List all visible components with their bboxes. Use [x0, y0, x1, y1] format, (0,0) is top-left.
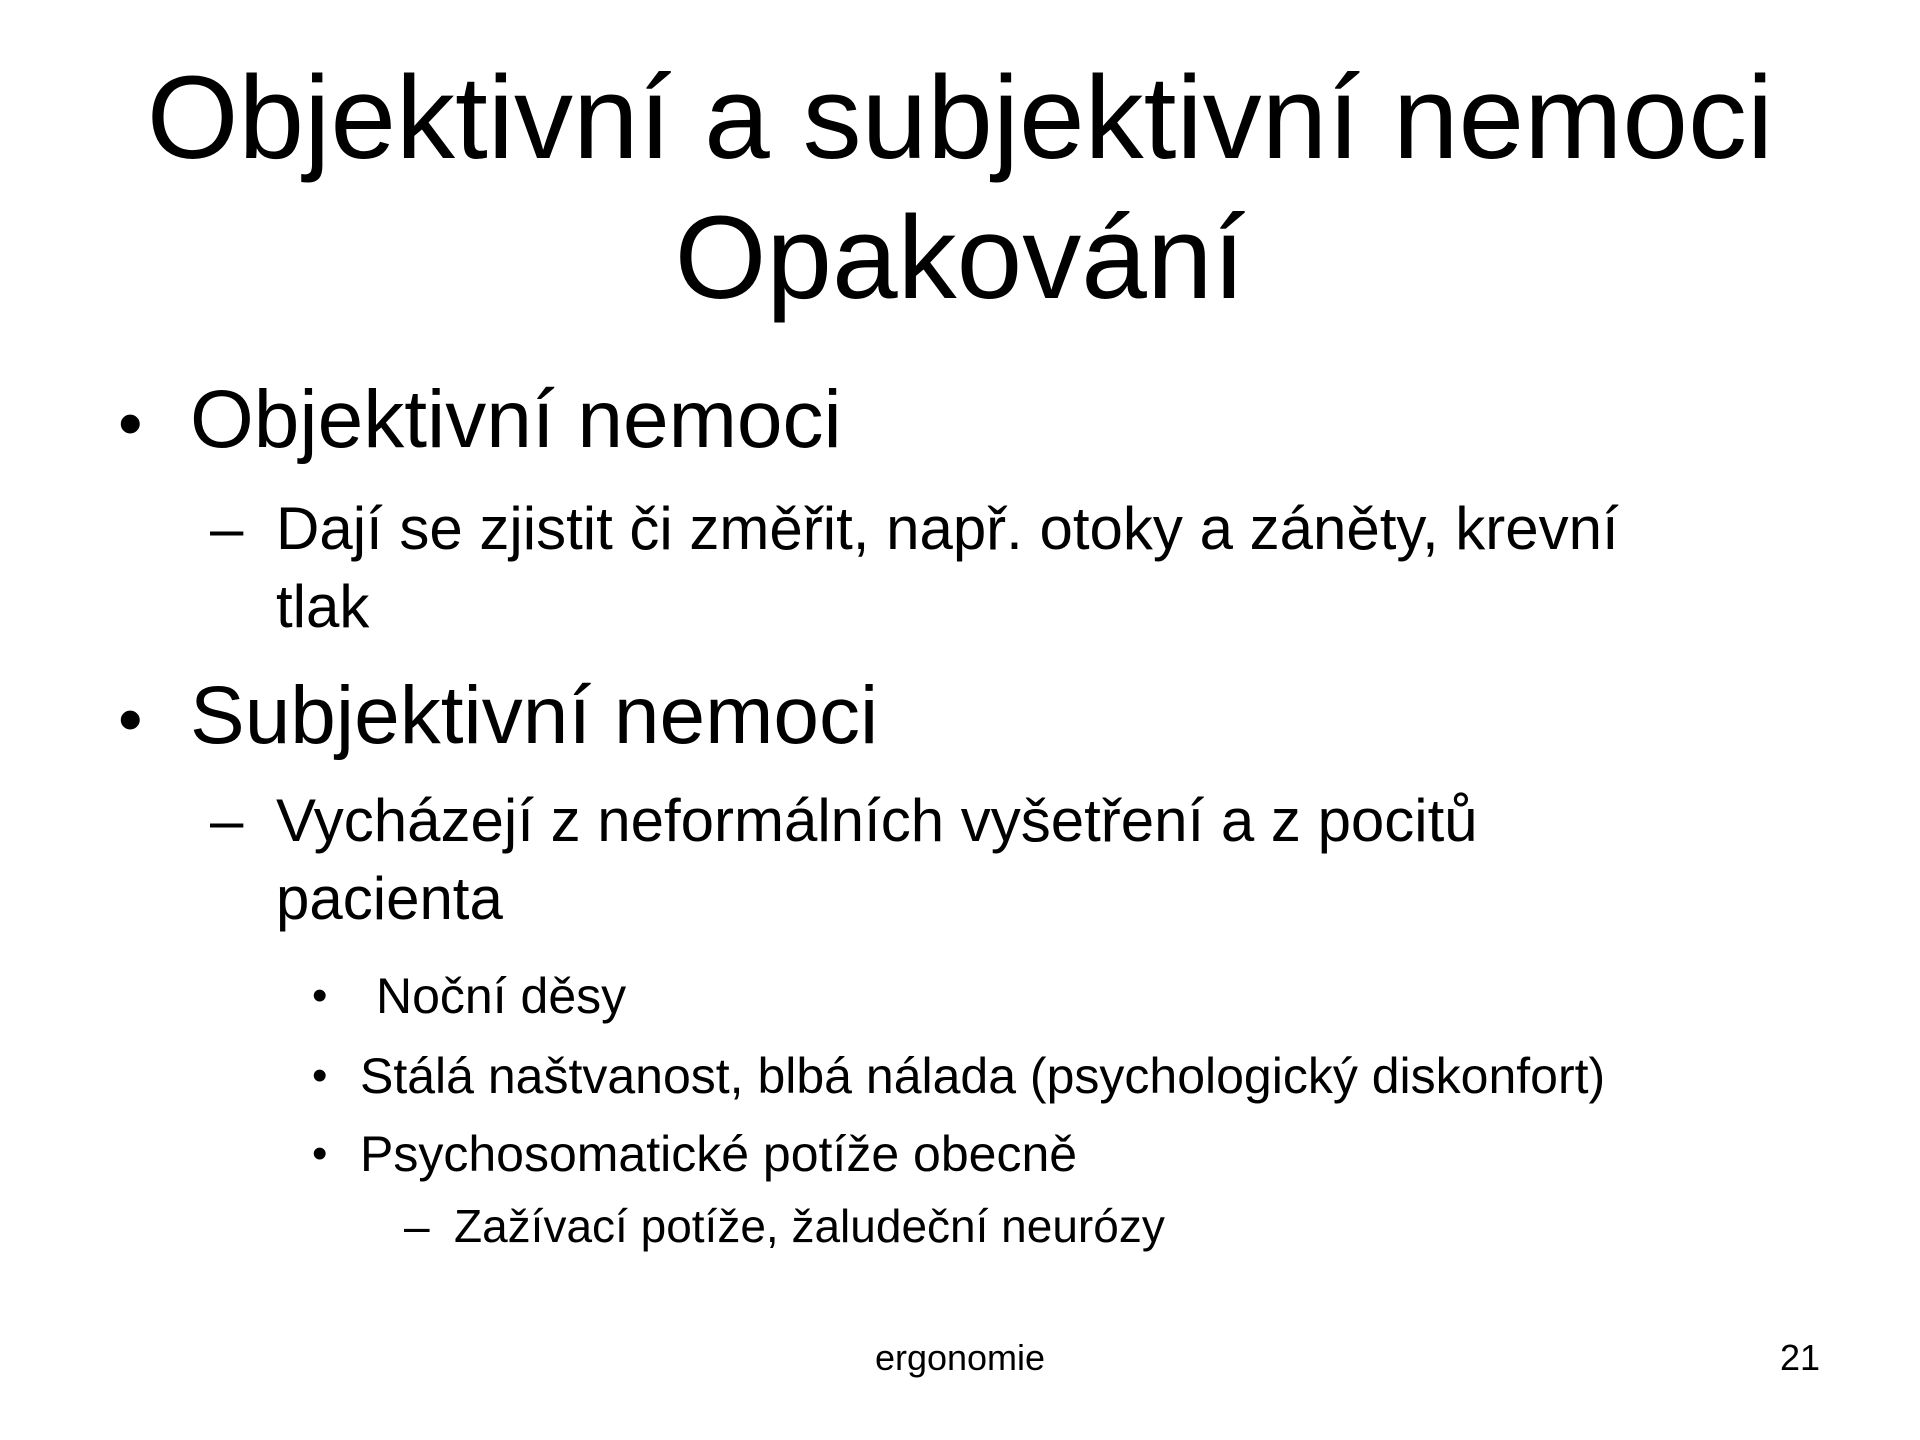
slide-title: [0, 48, 1920, 328]
slide-title-line-1: Objektivní a subjektivní nemoci: [146, 52, 1774, 184]
sub-item-line-2: pacienta: [276, 865, 503, 932]
sub-item-text: [276, 490, 1756, 646]
bullet-marker: •: [312, 971, 328, 1020]
bullet-text: Subjektivní nemoci: [190, 670, 879, 761]
page-number: 21: [1779, 1337, 1820, 1378]
detail-item-text: Stálá naštvanost, blbá nálada (psychologický diskonfort): [360, 1048, 1606, 1104]
bullet-marker: •: [312, 1051, 328, 1100]
sub-item-line-2: tlak: [276, 573, 370, 640]
bullet-marker: •: [118, 680, 143, 758]
detail-sub-item-text: Zažívací potíže, žaludeční neurózy: [454, 1200, 1165, 1252]
bullet-text: Objektivní nemoci: [190, 374, 842, 465]
bullet-marker: •: [118, 384, 143, 462]
dash-marker: –: [210, 787, 244, 854]
dash-marker: –: [210, 495, 244, 562]
footer-label: ergonomie: [874, 1337, 1046, 1378]
sub-item-line-1: Dají se zjistit či změřit, např. otoky a záněty, krevní: [276, 495, 1619, 562]
detail-item-text: Noční děsy: [376, 968, 627, 1024]
dash-marker: –: [404, 1200, 430, 1252]
slide-title-line-2: Opakování: [674, 192, 1246, 324]
sub-item-text: [276, 782, 1756, 938]
sub-item-line-1: Vycházejí z neformálních vyšetření a z pocitů: [276, 787, 1478, 854]
bullet-subjective-diseases: [118, 668, 879, 767]
bullet-marker: •: [312, 1129, 328, 1178]
bullet-objective-diseases: [118, 372, 842, 471]
detail-item-text: Psychosomatické potíže obecně: [360, 1126, 1078, 1182]
